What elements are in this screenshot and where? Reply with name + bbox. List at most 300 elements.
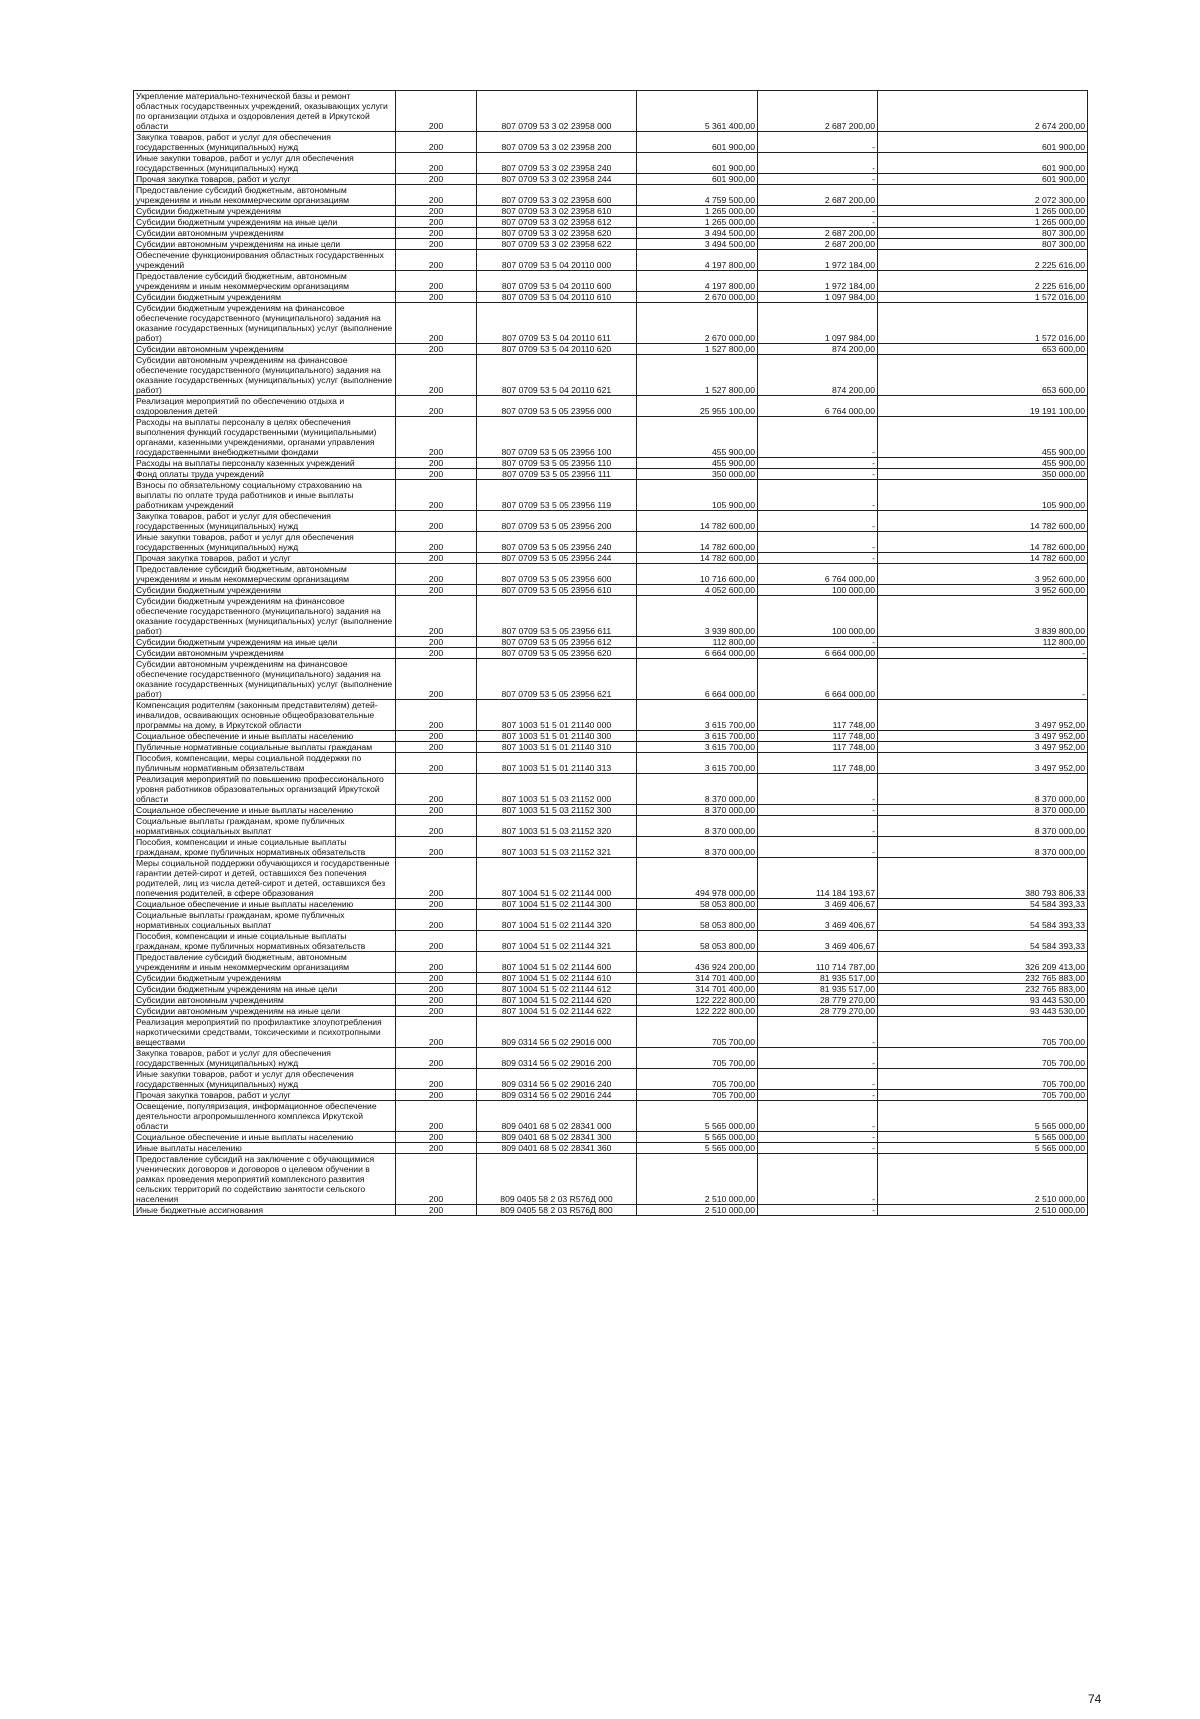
row-name: Иные выплаты населению: [134, 1143, 396, 1154]
row-name: Социальное обеспечение и иные выплаты населению: [134, 805, 396, 816]
row-unexecuted-amount: 3 839 800,00: [878, 596, 1088, 637]
row-executed-amount: 114 184 193,67: [758, 858, 878, 899]
table-row: [134, 837, 1088, 858]
row-approved-amount: 2 670 000,00: [637, 292, 758, 303]
table-row: [134, 1006, 1088, 1017]
row-line-code: 200: [396, 206, 477, 217]
row-budget-code: 807 1004 51 5 02 21144 321: [477, 931, 637, 952]
table-row: [134, 659, 1088, 700]
row-executed-amount: 117 748,00: [758, 742, 878, 753]
row-executed-amount: -: [758, 132, 878, 153]
row-budget-code: 809 0405 58 2 03 R576Д 800: [477, 1205, 637, 1216]
table-row: [134, 753, 1088, 774]
row-line-code: 200: [396, 1006, 477, 1017]
row-budget-code: 807 0709 53 5 05 23956 240: [477, 532, 637, 553]
table-row: [134, 1048, 1088, 1069]
table-row: [134, 174, 1088, 185]
row-executed-amount: -: [758, 469, 878, 480]
row-approved-amount: 58 053 800,00: [637, 910, 758, 931]
row-name: Субсидии автономным учреждениям: [134, 995, 396, 1006]
row-executed-amount: 3 469 406,67: [758, 931, 878, 952]
row-executed-amount: 6 764 000,00: [758, 396, 878, 417]
row-line-code: 200: [396, 1205, 477, 1216]
table-row: [134, 1017, 1088, 1048]
row-budget-code: 807 0709 53 5 05 23956 600: [477, 564, 637, 585]
row-budget-code: 809 0314 56 5 02 29016 200: [477, 1048, 637, 1069]
row-approved-amount: 3 494 500,00: [637, 228, 758, 239]
table-row: [134, 303, 1088, 344]
row-line-code: 200: [396, 1143, 477, 1154]
row-unexecuted-amount: 14 782 600,00: [878, 553, 1088, 564]
row-line-code: 200: [396, 564, 477, 585]
row-budget-code: 807 0709 53 5 05 23956 612: [477, 637, 637, 648]
row-executed-amount: 81 935 517,00: [758, 973, 878, 984]
table-row: [134, 511, 1088, 532]
table-row: [134, 637, 1088, 648]
row-budget-code: 807 1003 51 5 03 21152 300: [477, 805, 637, 816]
row-executed-amount: 81 935 517,00: [758, 984, 878, 995]
row-unexecuted-amount: 93 443 530,00: [878, 1006, 1088, 1017]
table-row: [134, 742, 1088, 753]
row-line-code: 200: [396, 355, 477, 396]
row-approved-amount: 705 700,00: [637, 1017, 758, 1048]
row-unexecuted-amount: 19 191 100,00: [878, 396, 1088, 417]
row-line-code: 200: [396, 292, 477, 303]
row-executed-amount: 117 748,00: [758, 731, 878, 742]
row-name: Предоставление субсидий бюджетным, автономным учреждениям и иным некоммерческим организациям: [134, 185, 396, 206]
row-unexecuted-amount: 2 225 616,00: [878, 250, 1088, 271]
row-line-code: 200: [396, 742, 477, 753]
row-budget-code: 807 0709 53 5 04 20110 610: [477, 292, 637, 303]
row-approved-amount: 122 222 800,00: [637, 995, 758, 1006]
row-approved-amount: 8 370 000,00: [637, 774, 758, 805]
row-executed-amount: -: [758, 174, 878, 185]
row-approved-amount: 601 900,00: [637, 174, 758, 185]
row-unexecuted-amount: 2 510 000,00: [878, 1205, 1088, 1216]
row-executed-amount: -: [758, 1090, 878, 1101]
table-row: [134, 458, 1088, 469]
row-approved-amount: 455 900,00: [637, 458, 758, 469]
row-approved-amount: 4 197 800,00: [637, 271, 758, 292]
row-executed-amount: 6 664 000,00: [758, 659, 878, 700]
row-name: Субсидии бюджетным учреждениям на иные цели: [134, 984, 396, 995]
table-row: [134, 132, 1088, 153]
row-name: Реализация мероприятий по обеспечению отдыха и оздоровления детей: [134, 396, 396, 417]
row-approved-amount: 14 782 600,00: [637, 511, 758, 532]
row-executed-amount: 110 714 787,00: [758, 952, 878, 973]
row-approved-amount: 601 900,00: [637, 132, 758, 153]
row-budget-code: 807 1003 51 5 01 21140 310: [477, 742, 637, 753]
row-name: Субсидии автономным учреждениям на иные цели: [134, 1006, 396, 1017]
row-line-code: 200: [396, 1154, 477, 1205]
row-name: Субсидии автономным учреждениям на иные цели: [134, 239, 396, 250]
row-name: Предоставление субсидий на заключение с обучающимися ученических договоров и договоров о целевом обучении в рамках проведения мероприятий комплексного развития сельских территорий по содействию занятости сельского населения: [134, 1154, 396, 1205]
row-unexecuted-amount: 3 952 600,00: [878, 564, 1088, 585]
row-line-code: 200: [396, 931, 477, 952]
row-line-code: 200: [396, 659, 477, 700]
row-executed-amount: -: [758, 1143, 878, 1154]
row-budget-code: 807 0709 53 5 05 23956 000: [477, 396, 637, 417]
row-budget-code: 807 0709 53 5 04 20110 600: [477, 271, 637, 292]
row-name: Предоставление субсидий бюджетным, автономным учреждениям и иным некоммерческим организациям: [134, 952, 396, 973]
row-line-code: 200: [396, 952, 477, 973]
row-approved-amount: 2 670 000,00: [637, 303, 758, 344]
row-name: Социальные выплаты гражданам, кроме публичных нормативных социальных выплат: [134, 910, 396, 931]
row-name: Публичные нормативные социальные выплаты гражданам: [134, 742, 396, 753]
row-budget-code: 807 0709 53 5 05 23956 244: [477, 553, 637, 564]
row-line-code: 200: [396, 973, 477, 984]
row-approved-amount: 1 265 000,00: [637, 217, 758, 228]
table-row: [134, 995, 1088, 1006]
row-name: Социальные выплаты гражданам, кроме публичных нормативных социальных выплат: [134, 816, 396, 837]
row-unexecuted-amount: 455 900,00: [878, 417, 1088, 458]
row-line-code: 200: [396, 837, 477, 858]
row-budget-code: 807 0709 53 3 02 23958 620: [477, 228, 637, 239]
row-budget-code: 807 1003 51 5 01 21140 300: [477, 731, 637, 742]
row-executed-amount: 1 097 984,00: [758, 292, 878, 303]
row-unexecuted-amount: 653 600,00: [878, 344, 1088, 355]
table-row: [134, 396, 1088, 417]
row-approved-amount: 8 370 000,00: [637, 816, 758, 837]
table-row: [134, 153, 1088, 174]
row-approved-amount: 58 053 800,00: [637, 931, 758, 952]
row-line-code: 200: [396, 995, 477, 1006]
row-name: Освещение, популяризация, информационное обеспечение деятельности агропромышленного комплекса Иркутской области: [134, 1101, 396, 1132]
table-row: [134, 910, 1088, 931]
table-row: [134, 239, 1088, 250]
row-line-code: 200: [396, 344, 477, 355]
row-budget-code: 809 0314 56 5 02 29016 244: [477, 1090, 637, 1101]
row-line-code: 200: [396, 396, 477, 417]
row-name: Прочая закупка товаров, работ и услуг: [134, 1090, 396, 1101]
row-unexecuted-amount: 5 565 000,00: [878, 1101, 1088, 1132]
row-approved-amount: 2 510 000,00: [637, 1205, 758, 1216]
table-row: [134, 532, 1088, 553]
table-row: [134, 984, 1088, 995]
row-executed-amount: 28 779 270,00: [758, 1006, 878, 1017]
row-line-code: 200: [396, 1048, 477, 1069]
row-executed-amount: -: [758, 458, 878, 469]
row-approved-amount: 2 510 000,00: [637, 1154, 758, 1205]
table-row: [134, 91, 1088, 132]
row-budget-code: 807 1004 51 5 02 21144 600: [477, 952, 637, 973]
row-executed-amount: 3 469 406,67: [758, 910, 878, 931]
table-row: [134, 1154, 1088, 1205]
row-unexecuted-amount: 601 900,00: [878, 174, 1088, 185]
row-name: Закупка товаров, работ и услуг для обеспечения государственных (муниципальных) нужд: [134, 1048, 396, 1069]
row-approved-amount: 601 900,00: [637, 153, 758, 174]
row-budget-code: 809 0401 68 5 02 28341 000: [477, 1101, 637, 1132]
row-line-code: 200: [396, 1017, 477, 1048]
row-line-code: 200: [396, 553, 477, 564]
row-line-code: 200: [396, 774, 477, 805]
row-line-code: 200: [396, 480, 477, 511]
row-name: Пособия, компенсации, меры социальной поддержки по публичным нормативным обязательствам: [134, 753, 396, 774]
row-line-code: 200: [396, 532, 477, 553]
row-budget-code: 807 1004 51 5 02 21144 620: [477, 995, 637, 1006]
row-name: Субсидии бюджетным учреждениям на финансовое обеспечение государственного (муниципального) задания на оказание государственных (муниципальных) услуг (выполнение работ): [134, 596, 396, 637]
row-executed-amount: 100 000,00: [758, 585, 878, 596]
budget-execution-table: [133, 90, 1088, 1216]
table-row: [134, 973, 1088, 984]
table-row: [134, 816, 1088, 837]
table-row: [134, 480, 1088, 511]
row-name: Укрепление материально-технической базы и ремонт областных государственных учреждений, оказывающих услуги по организации отдыха и оздоровления детей в Иркутской области: [134, 91, 396, 132]
row-approved-amount: 1 527 800,00: [637, 344, 758, 355]
row-name: Фонд оплаты труда учреждений: [134, 469, 396, 480]
page-number: 74: [1088, 1692, 1102, 1706]
row-unexecuted-amount: 112 800,00: [878, 637, 1088, 648]
row-budget-code: 807 0709 53 3 02 23958 244: [477, 174, 637, 185]
row-budget-code: 807 1004 51 5 02 21144 612: [477, 984, 637, 995]
row-unexecuted-amount: 653 600,00: [878, 355, 1088, 396]
row-approved-amount: 14 782 600,00: [637, 532, 758, 553]
table-row: [134, 292, 1088, 303]
row-unexecuted-amount: 2 674 200,00: [878, 91, 1088, 132]
row-name: Иные бюджетные ассигнования: [134, 1205, 396, 1216]
row-unexecuted-amount: 2 510 000,00: [878, 1154, 1088, 1205]
row-budget-code: 807 0709 53 3 02 23958 240: [477, 153, 637, 174]
row-name: Субсидии автономным учреждениям: [134, 344, 396, 355]
row-name: Пособия, компенсации и иные социальные выплаты гражданам, кроме публичных нормативных обязательств: [134, 931, 396, 952]
row-budget-code: 807 1004 51 5 02 21144 000: [477, 858, 637, 899]
row-unexecuted-amount: 2 225 616,00: [878, 271, 1088, 292]
row-line-code: 200: [396, 858, 477, 899]
row-budget-code: 807 1004 51 5 02 21144 300: [477, 899, 637, 910]
row-name: Расходы на выплаты персоналу в целях обеспечения выполнения функций государственными (муниципальными) органами, казенными учреждениями, органами управления государственными внебюджетными фондами: [134, 417, 396, 458]
table-row: [134, 469, 1088, 480]
row-budget-code: 809 0314 56 5 02 29016 000: [477, 1017, 637, 1048]
row-budget-code: 807 1003 51 5 01 21140 313: [477, 753, 637, 774]
row-budget-code: 807 0709 53 5 05 23956 620: [477, 648, 637, 659]
row-approved-amount: 3 615 700,00: [637, 731, 758, 742]
row-executed-amount: -: [758, 417, 878, 458]
table-row: [134, 271, 1088, 292]
row-unexecuted-amount: 5 565 000,00: [878, 1132, 1088, 1143]
row-line-code: 200: [396, 1090, 477, 1101]
row-line-code: 200: [396, 899, 477, 910]
row-budget-code: 807 0709 53 3 02 23958 622: [477, 239, 637, 250]
table-row: [134, 344, 1088, 355]
row-executed-amount: 100 000,00: [758, 596, 878, 637]
row-budget-code: 807 0709 53 5 05 23956 110: [477, 458, 637, 469]
row-approved-amount: 10 716 600,00: [637, 564, 758, 585]
table-row: [134, 899, 1088, 910]
row-line-code: 200: [396, 469, 477, 480]
table-row: [134, 648, 1088, 659]
row-budget-code: 807 0709 53 3 02 23958 600: [477, 185, 637, 206]
row-name: Закупка товаров, работ и услуг для обеспечения государственных (муниципальных) нужд: [134, 132, 396, 153]
row-executed-amount: 874 200,00: [758, 355, 878, 396]
row-executed-amount: -: [758, 217, 878, 228]
row-approved-amount: 4 197 800,00: [637, 250, 758, 271]
row-executed-amount: -: [758, 774, 878, 805]
row-unexecuted-amount: 93 443 530,00: [878, 995, 1088, 1006]
row-executed-amount: 2 687 200,00: [758, 91, 878, 132]
row-executed-amount: -: [758, 637, 878, 648]
row-unexecuted-amount: 326 209 413,00: [878, 952, 1088, 973]
row-executed-amount: -: [758, 1205, 878, 1216]
row-name: Субсидии автономным учреждениям: [134, 228, 396, 239]
row-executed-amount: -: [758, 511, 878, 532]
table-row: [134, 700, 1088, 731]
row-line-code: 200: [396, 984, 477, 995]
row-line-code: 200: [396, 271, 477, 292]
table-row: [134, 250, 1088, 271]
row-unexecuted-amount: 1 572 016,00: [878, 303, 1088, 344]
row-name: Субсидии бюджетным учреждениям: [134, 585, 396, 596]
row-line-code: 200: [396, 596, 477, 637]
row-unexecuted-amount: 705 700,00: [878, 1017, 1088, 1048]
row-name: Обеспечение функционирования областных государственных учреждений: [134, 250, 396, 271]
row-line-code: 200: [396, 511, 477, 532]
row-unexecuted-amount: 3 497 952,00: [878, 700, 1088, 731]
table-row: [134, 805, 1088, 816]
row-unexecuted-amount: 601 900,00: [878, 132, 1088, 153]
row-budget-code: 807 0709 53 3 02 23958 000: [477, 91, 637, 132]
row-budget-code: 807 0709 53 3 02 23958 610: [477, 206, 637, 217]
row-approved-amount: 6 664 000,00: [637, 648, 758, 659]
row-executed-amount: -: [758, 1101, 878, 1132]
row-executed-amount: 1 972 184,00: [758, 271, 878, 292]
row-budget-code: 807 0709 53 5 05 23956 621: [477, 659, 637, 700]
row-executed-amount: -: [758, 206, 878, 217]
row-executed-amount: 2 687 200,00: [758, 228, 878, 239]
row-approved-amount: 14 782 600,00: [637, 553, 758, 564]
table-row: [134, 355, 1088, 396]
row-line-code: 200: [396, 700, 477, 731]
table-row: [134, 1069, 1088, 1090]
row-line-code: 200: [396, 1132, 477, 1143]
row-executed-amount: -: [758, 153, 878, 174]
row-name: Взносы по обязательному социальному страхованию на выплаты по оплате труда работников и иные выплаты работникам учреждений: [134, 480, 396, 511]
row-name: Субсидии бюджетным учреждениям на финансовое обеспечение государственного (муниципального) задания на оказание государственных (муниципальных) услуг (выполнение работ): [134, 303, 396, 344]
table-row: [134, 206, 1088, 217]
row-approved-amount: 3 615 700,00: [637, 742, 758, 753]
budget-table-container: [133, 90, 1087, 1216]
row-unexecuted-amount: 14 782 600,00: [878, 532, 1088, 553]
row-budget-code: 807 0709 53 5 05 23956 611: [477, 596, 637, 637]
row-executed-amount: -: [758, 532, 878, 553]
row-name: Иные закупки товаров, работ и услуг для обеспечения государственных (муниципальных) нужд: [134, 532, 396, 553]
row-line-code: 200: [396, 239, 477, 250]
row-line-code: 200: [396, 816, 477, 837]
row-budget-code: 807 1004 51 5 02 21144 622: [477, 1006, 637, 1017]
row-budget-code: 807 0709 53 5 05 23956 100: [477, 417, 637, 458]
row-budget-code: 807 0709 53 5 04 20110 000: [477, 250, 637, 271]
row-approved-amount: 455 900,00: [637, 417, 758, 458]
row-name: Компенсация родителям (законным представителям) детей-инвалидов, осваивающих основные общеобразовательные программы на дому, в Иркутской области: [134, 700, 396, 731]
row-unexecuted-amount: 5 565 000,00: [878, 1143, 1088, 1154]
row-unexecuted-amount: 54 584 393,33: [878, 910, 1088, 931]
row-name: Реализация мероприятий по повышению профессионального уровня работников образовательных организаций Иркутской области: [134, 774, 396, 805]
row-budget-code: 809 0401 68 5 02 28341 360: [477, 1143, 637, 1154]
row-unexecuted-amount: 3 952 600,00: [878, 585, 1088, 596]
row-unexecuted-amount: 1 572 016,00: [878, 292, 1088, 303]
table-row: [134, 1101, 1088, 1132]
row-approved-amount: 3 494 500,00: [637, 239, 758, 250]
table-row: [134, 1143, 1088, 1154]
row-approved-amount: 5 361 400,00: [637, 91, 758, 132]
row-unexecuted-amount: 601 900,00: [878, 153, 1088, 174]
row-executed-amount: 3 469 406,67: [758, 899, 878, 910]
row-approved-amount: 8 370 000,00: [637, 837, 758, 858]
row-budget-code: 807 0709 53 5 05 23956 119: [477, 480, 637, 511]
table-row: [134, 1132, 1088, 1143]
row-executed-amount: -: [758, 1017, 878, 1048]
row-unexecuted-amount: 14 782 600,00: [878, 511, 1088, 532]
row-executed-amount: -: [758, 553, 878, 564]
row-approved-amount: 1 527 800,00: [637, 355, 758, 396]
row-budget-code: 807 0709 53 5 05 23956 200: [477, 511, 637, 532]
table-row: [134, 564, 1088, 585]
row-budget-code: 809 0314 56 5 02 29016 240: [477, 1069, 637, 1090]
row-approved-amount: 1 265 000,00: [637, 206, 758, 217]
row-approved-amount: 705 700,00: [637, 1069, 758, 1090]
row-name: Реализация мероприятий по профилактике злоупотребления наркотическими средствами, токсическими и психотропными веществами: [134, 1017, 396, 1048]
row-approved-amount: 5 565 000,00: [637, 1101, 758, 1132]
row-name: Субсидии автономным учреждениям на финансовое обеспечение государственного (муниципального) задания на оказание государственных (муниципальных) услуг (выполнение работ): [134, 355, 396, 396]
row-line-code: 200: [396, 1069, 477, 1090]
table-row: [134, 1205, 1088, 1216]
row-executed-amount: -: [758, 1069, 878, 1090]
row-name: Меры социальной поддержки обучающихся и государственные гарантии детей-сирот и детей, оставшихся без попечения родителей, лиц из числа детей-сирот и детей, оставшихся без попечения родителей, в сфере образования: [134, 858, 396, 899]
row-name: Иные закупки товаров, работ и услуг для обеспечения государственных (муниципальных) нужд: [134, 153, 396, 174]
row-budget-code: 809 0401 68 5 02 28341 300: [477, 1132, 637, 1143]
row-budget-code: 807 1003 51 5 03 21152 000: [477, 774, 637, 805]
row-budget-code: 807 0709 53 3 02 23958 612: [477, 217, 637, 228]
row-line-code: 200: [396, 250, 477, 271]
row-unexecuted-amount: 380 793 806,33: [878, 858, 1088, 899]
row-unexecuted-amount: 8 370 000,00: [878, 837, 1088, 858]
row-line-code: 200: [396, 303, 477, 344]
row-unexecuted-amount: 8 370 000,00: [878, 774, 1088, 805]
table-row: [134, 553, 1088, 564]
row-approved-amount: 6 664 000,00: [637, 659, 758, 700]
row-name: Социальное обеспечение и иные выплаты населению: [134, 1132, 396, 1143]
row-executed-amount: -: [758, 837, 878, 858]
row-line-code: 200: [396, 1101, 477, 1132]
row-approved-amount: 112 800,00: [637, 637, 758, 648]
table-row: [134, 185, 1088, 206]
row-line-code: 200: [396, 217, 477, 228]
row-unexecuted-amount: 3 497 952,00: [878, 731, 1088, 742]
row-unexecuted-amount: 807 300,00: [878, 239, 1088, 250]
row-executed-amount: 1 097 984,00: [758, 303, 878, 344]
row-executed-amount: 2 687 200,00: [758, 185, 878, 206]
row-unexecuted-amount: 232 765 883,00: [878, 984, 1088, 995]
row-unexecuted-amount: 2 072 300,00: [878, 185, 1088, 206]
row-unexecuted-amount: 8 370 000,00: [878, 805, 1088, 816]
row-line-code: 200: [396, 174, 477, 185]
row-name: Субсидии бюджетным учреждениям на иные цели: [134, 637, 396, 648]
row-budget-code: 807 1003 51 5 03 21152 320: [477, 816, 637, 837]
row-unexecuted-amount: 705 700,00: [878, 1069, 1088, 1090]
row-line-code: 200: [396, 637, 477, 648]
row-budget-code: 807 0709 53 5 04 20110 621: [477, 355, 637, 396]
row-unexecuted-amount: 455 900,00: [878, 458, 1088, 469]
row-budget-code: 807 1004 51 5 02 21144 610: [477, 973, 637, 984]
row-budget-code: 807 1003 51 5 03 21152 321: [477, 837, 637, 858]
row-unexecuted-amount: 3 497 952,00: [878, 753, 1088, 774]
row-name: Субсидии бюджетным учреждениям: [134, 206, 396, 217]
row-executed-amount: 28 779 270,00: [758, 995, 878, 1006]
row-executed-amount: 6 664 000,00: [758, 648, 878, 659]
row-name: Прочая закупка товаров, работ и услуг: [134, 174, 396, 185]
row-unexecuted-amount: 8 370 000,00: [878, 816, 1088, 837]
table-row: [134, 731, 1088, 742]
row-approved-amount: 105 900,00: [637, 480, 758, 511]
